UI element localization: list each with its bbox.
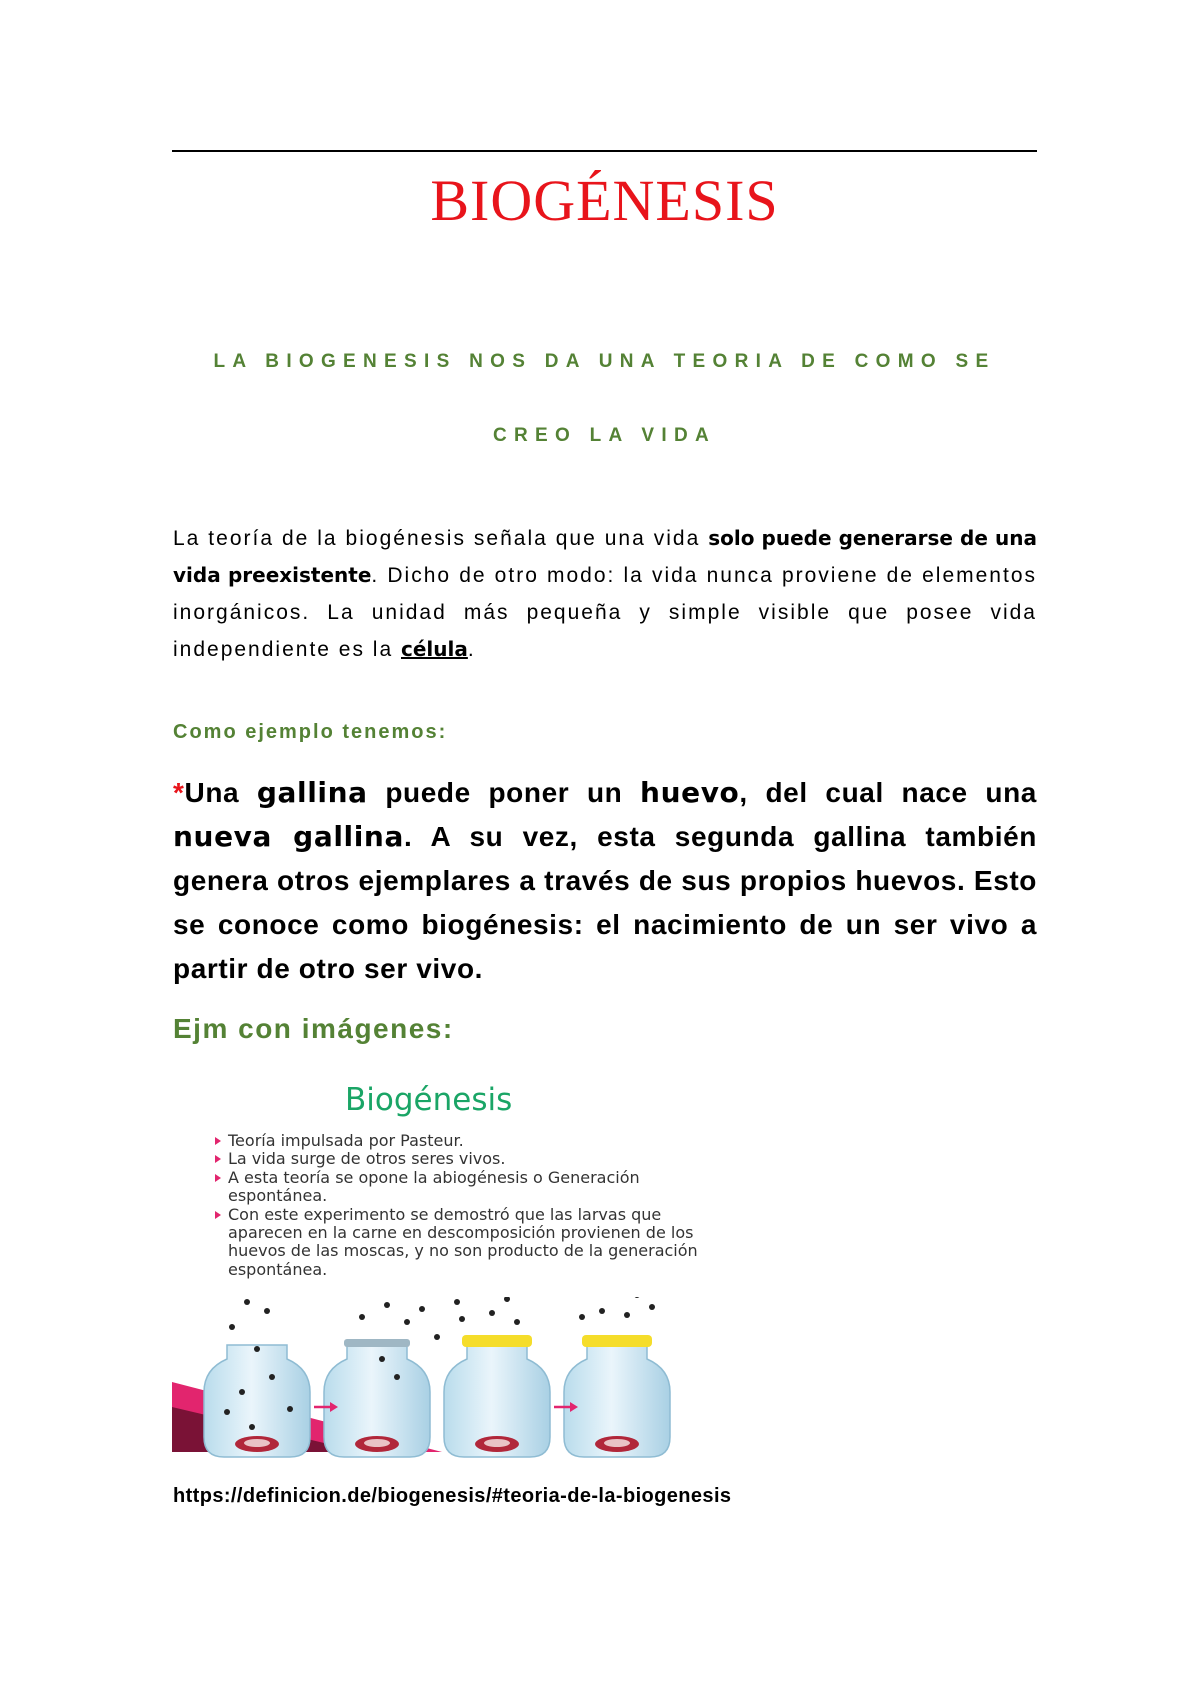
page-title: BIOGÉNESIS	[430, 168, 779, 233]
jar-lidded-4	[564, 1335, 670, 1457]
example-heading: Como ejemplo tenemos:	[173, 721, 448, 743]
intro-text-1: La teoría de la biogénesis señala que una vida	[173, 527, 709, 550]
example-text-1: Una	[184, 777, 257, 808]
figure-bullet: La vida surge de otros seres vivos.	[212, 1150, 712, 1168]
subtitle-line-1: LA BIOGENESIS NOS DA UNA TEORIA DE COMO SE	[213, 351, 996, 372]
jars-illustration	[172, 1297, 712, 1477]
biogenesis-figure	[172, 1072, 712, 1477]
figure-bullet-list	[212, 1132, 712, 1279]
figure-bullet: Con este experimento se demostró que las larvas que aparecen en la carne en descomposición provienen de los huevos de las moscas, y no son producto de la generación espontánea.	[212, 1206, 712, 1280]
intro-bold-text: solo puede generarse de una vida preexistente	[173, 526, 1037, 587]
example-text-3: , del cual nace una	[739, 777, 1037, 808]
intro-text-2: . Dicho de otro modo: la vida nunca proviene de elementos inorgánicos. La unidad más pequeña y simple visible que posee vida independiente es la	[173, 564, 1037, 661]
figure-title: Biogénesis	[345, 1082, 513, 1118]
example-paragraph	[173, 771, 1037, 991]
example-bold-huevo: huevo	[640, 776, 740, 809]
top-divider	[172, 150, 1037, 152]
figure-bullet: A esta teoría se opone la abiogénesis o Generación espontánea.	[212, 1169, 712, 1206]
example-text-4: . A su vez, esta segunda gallina también genera otros ejemplares a través de sus propios huevos. Esto se conoce como biogénesis: el nacimiento de un ser vivo a partir de otro ser vivo.	[173, 821, 1037, 984]
jar-gauze-2	[324, 1339, 430, 1457]
jar-lidded-3	[444, 1335, 550, 1457]
celula-link[interactable]: célula	[401, 637, 468, 661]
example-bold-gallina: gallina	[256, 776, 368, 809]
example-text-2: puede poner un	[367, 777, 641, 808]
red-asterisk: *	[173, 777, 185, 808]
example-bold-nueva-gallina: nueva gallina	[173, 820, 404, 853]
source-link[interactable]: https://definicion.de/biogenesis/#teoria-de-la-biogenesis	[173, 1485, 732, 1507]
figure-bullet: Teoría impulsada por Pasteur.	[212, 1132, 712, 1150]
intro-text-end: .	[467, 638, 476, 661]
images-heading: Ejm con imágenes:	[173, 1013, 454, 1044]
subtitle-line-2: CREO LA VIDA	[492, 425, 717, 446]
intro-paragraph	[173, 520, 1037, 668]
jar-open-1	[204, 1345, 310, 1457]
